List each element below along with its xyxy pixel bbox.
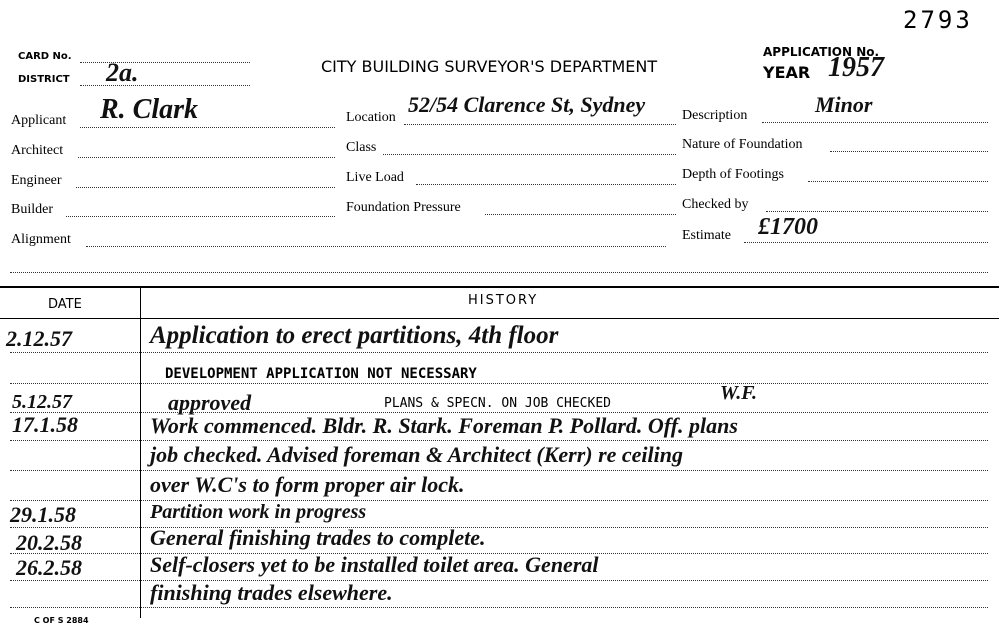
description-value: Minor: [815, 92, 873, 117]
history-entry: over W.C's to form proper air lock.: [150, 472, 465, 497]
district-label: DISTRICT: [18, 74, 70, 85]
history-date: 26.2.58: [16, 555, 82, 580]
history-row-line: [10, 470, 988, 471]
table-header-rule: [0, 318, 999, 319]
date-header: DATE: [48, 297, 82, 312]
architect-label: Architect: [11, 143, 64, 158]
class-line: [383, 154, 676, 155]
form-code: C OF S 2884: [34, 616, 89, 625]
history-entry: Work commenced. Bldr. R. Stark. Foreman P. Pollard. Off. plans: [150, 413, 738, 438]
estimate-value: £1700: [758, 214, 818, 240]
history-entry: finishing trades elsewhere.: [150, 580, 393, 605]
history-date: 29.1.58: [10, 502, 76, 527]
depth-of-footings-line: [808, 181, 988, 182]
location-value: 52/54 Clarence St, Sydney: [408, 92, 646, 117]
foundation-pressure-label: Foundation Pressure: [346, 200, 461, 215]
applicant-line: [80, 127, 335, 128]
estimate-label: Estimate: [682, 228, 731, 243]
live-load-line: [416, 184, 676, 185]
history-entry: Self-closers yet to be installed toilet area. General: [150, 552, 599, 577]
history-entry: Application to erect partitions, 4th floor: [150, 322, 559, 349]
location-label: Location: [346, 110, 396, 125]
history-header: HISTORY: [468, 293, 539, 308]
builder-label: Builder: [11, 202, 53, 217]
engineer-line: [76, 187, 335, 188]
class-label: Class: [346, 140, 377, 155]
card-no-label: CARD No.: [18, 51, 72, 62]
depth-of-footings-label: Depth of Footings: [682, 167, 784, 182]
checked-by-label: Checked by: [682, 197, 749, 212]
extra-blank-line: [10, 272, 988, 273]
alignment-label: Alignment: [11, 232, 71, 247]
foundation-pressure-line: [485, 214, 676, 215]
location-line: [404, 124, 676, 125]
history-date: 17.1.58: [12, 412, 78, 437]
district-value: 2a.: [106, 58, 139, 87]
description-label: Description: [682, 108, 748, 123]
alignment-line: [86, 246, 666, 247]
nature-of-foundation-label: Nature of Foundation: [682, 137, 803, 152]
card-number: 2793: [903, 6, 973, 34]
year-label: YEAR: [763, 63, 811, 82]
history-entry: job checked. Advised foreman & Architect (Kerr) re ceiling: [150, 442, 684, 467]
history-row-line: [10, 352, 988, 353]
engineer-label: Engineer: [11, 173, 62, 188]
history-row-line: [10, 383, 988, 384]
history-entry: General finishing trades to complete.: [150, 525, 486, 550]
live-load-label: Live Load: [346, 170, 404, 185]
description-line: [762, 122, 988, 123]
builder-line: [66, 216, 335, 217]
history-entry: Partition work in progress: [150, 501, 367, 523]
applicant-label: Applicant: [11, 113, 67, 128]
history-stamp: PLANS & SPECN. ON JOB CHECKED: [384, 396, 611, 411]
nature-of-foundation-line: [830, 151, 988, 152]
history-date: 5.12.57: [12, 391, 72, 413]
history-date: 20.2.58: [16, 530, 82, 555]
history-row-line: [10, 440, 988, 441]
checked-by-line: [766, 211, 988, 212]
history-initials: W.F.: [720, 382, 758, 404]
department-title: CITY BUILDING SURVEYOR'S DEPARTMENT: [321, 57, 658, 76]
architect-line: [78, 157, 335, 158]
history-row-line: [10, 607, 988, 608]
history-date: 2.12.57: [6, 326, 72, 351]
history-entry: DEVELOPMENT APPLICATION NOT NECESSARY: [165, 366, 477, 382]
year-value: 1957: [828, 52, 884, 83]
applicant-value: R. Clark: [100, 94, 199, 125]
application-no-label: APPLICATION No.: [763, 45, 880, 59]
estimate-line: [744, 242, 988, 243]
table-top-rule: [0, 286, 999, 288]
date-column-divider: [140, 288, 141, 618]
history-entry: approved: [168, 390, 252, 415]
